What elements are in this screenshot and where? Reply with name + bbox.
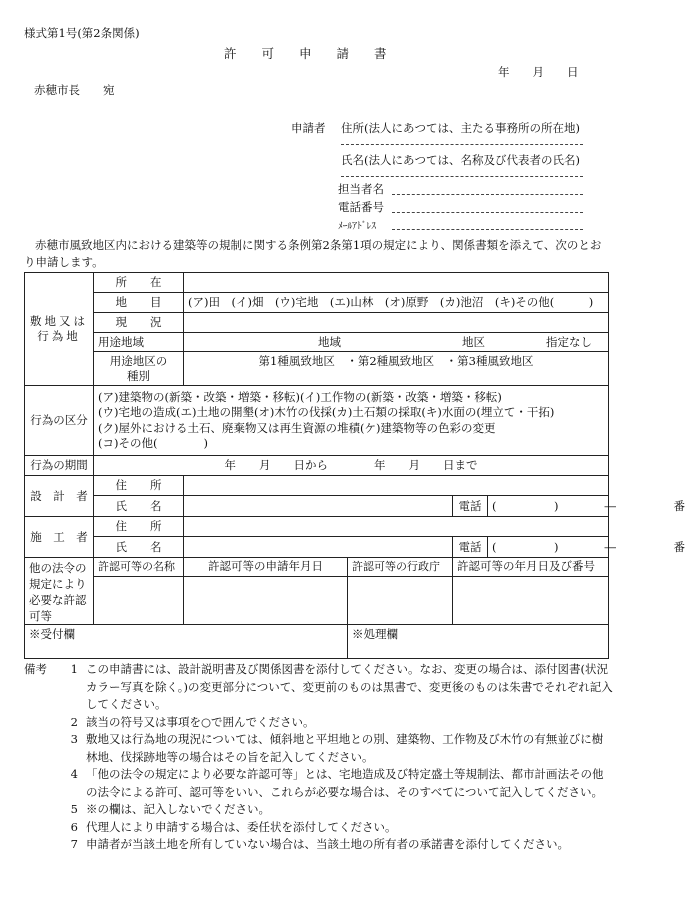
email-field[interactable] (392, 229, 583, 230)
site-label: 敷地又は行為地 (25, 273, 94, 386)
designer-label: 設 計 者 (25, 476, 94, 517)
location-label: 所 在 (94, 273, 184, 293)
use-zone-district: 地区 (462, 334, 485, 349)
designer-phone-label: 電話 (453, 496, 488, 517)
use-zone-label: 用途地域 (94, 333, 184, 352)
note-text: 代理人により申請する場合は、委任状を添付してください。 (86, 819, 397, 834)
note-text: ※の欄は、記入しないでください。 (86, 802, 270, 816)
note-text: 該当の符号又は事項を○で囲んでください。 (86, 714, 315, 729)
act-line-4: (コ)その他( ) (98, 436, 208, 450)
permit-date-number-header: 許認可等の年月日及び番号 (453, 558, 609, 577)
contact-person-label: 担当者名 (338, 182, 384, 196)
phone-number-label: 電話番号 (338, 200, 384, 214)
received-box: ※受付欄 (25, 625, 348, 659)
applicant-address-field[interactable] (341, 144, 583, 145)
designer-address-label: 住 所 (94, 476, 184, 496)
permit-apply-date-header: 許認可等の申請年月日 (184, 558, 348, 577)
applicant-label: 申請者 (291, 121, 326, 135)
contact-person-field[interactable] (392, 194, 583, 195)
intro-text: 赤穂市風致地区内における建築等の規制に関する条例第2条第1項の規定により、関係書類を添えて、次のとおり申請します。 (24, 238, 602, 269)
act-line-3: (ク)屋外における土石、廃棄物又は再生資源の堆積(ケ)建築物等の色彩の変更 (98, 420, 496, 435)
notes-label: 備考 (24, 662, 47, 676)
use-zone-none: 指定なし (546, 334, 592, 349)
phone-number-field[interactable] (392, 212, 583, 213)
note-number: 1 (70, 662, 78, 676)
note-number: 7 (70, 837, 78, 851)
designer-name-field[interactable] (184, 496, 453, 517)
use-zone-area: 地域 (318, 334, 341, 349)
note-number: 2 (70, 714, 78, 729)
note-item (24, 836, 614, 854)
designer-name-label: 氏 名 (94, 496, 184, 517)
permit-date-number-field[interactable] (453, 576, 609, 624)
location-field[interactable] (184, 273, 609, 293)
application-table (24, 272, 685, 659)
use-zone-field[interactable] (184, 333, 609, 352)
note-item (24, 731, 614, 766)
date-field[interactable]: 年 月 日 (498, 65, 579, 79)
scenic-type-label: 用途地区の種別 (94, 352, 184, 386)
builder-address-field[interactable] (184, 517, 609, 537)
processed-box: ※処理欄 (348, 625, 609, 659)
permit-apply-date-field[interactable] (184, 576, 348, 624)
designer-address-field[interactable] (184, 476, 609, 496)
note-number: 6 (70, 819, 78, 834)
permits-label: 他の法令の規定により必要な許認可等 (25, 558, 94, 625)
current-state-field[interactable] (184, 313, 609, 333)
applicant-address-label: 住所(法人にあつては、主たる事務所の所在地) (341, 121, 580, 135)
applicant-name-label: 氏名(法人にあつては、名称及び代表者の氏名) (341, 153, 580, 167)
permit-authority-field[interactable] (348, 576, 453, 624)
applicant-name-field[interactable] (341, 176, 583, 177)
note-item (24, 661, 614, 714)
note-item (24, 801, 614, 819)
note-item (24, 766, 614, 801)
builder-phone-label: 電話 (453, 537, 488, 558)
email-label: ﾒｰﾙｱﾄﾞﾚｽ (338, 221, 377, 232)
act-line-1: (ア)建築物の(新築・改築・増築・移転)(イ)工作物の(新築・改築・増築・移転) (98, 389, 502, 404)
page-title: 許 可 申 請 書 (224, 46, 387, 61)
permit-name-header: 許認可等の名称 (94, 558, 184, 577)
scenic-type-options[interactable]: 第1種風致地区 ・第2種風致地区 ・第3種風致地区 (184, 352, 609, 386)
period-field[interactable]: 年 月 日から 年 月 日まで (94, 456, 609, 476)
builder-phone-field[interactable]: ( ) ― 番 (488, 537, 609, 558)
note-number: 4 (70, 767, 78, 781)
form-number: 様式第1号(第2条関係) (24, 26, 140, 40)
builder-address-label: 住 所 (94, 517, 184, 537)
builder-name-label: 氏 名 (94, 537, 184, 558)
act-type-label: 行為の区分 (25, 386, 94, 456)
act-line-2: (ウ)宅地の造成(エ)土地の開墾(オ)木竹の伐採(カ)土石類の採取(キ)水面の(埋立て・干拓) (98, 405, 555, 419)
builder-label: 施 工 者 (25, 517, 94, 558)
land-type-options[interactable]: (ア)田 (イ)畑 (ウ)宅地 (エ)山林 (オ)原野 (カ)池沼 (キ)その他( ) (184, 293, 609, 313)
permit-authority-header: 許認可等の行政庁 (348, 558, 453, 577)
builder-name-field[interactable] (184, 537, 453, 558)
note-number: 5 (70, 802, 78, 816)
note-text: 申請者が当該土地を所有していない場合は、当該土地の所有者の承諾書を添付してください。 (86, 837, 569, 851)
permit-name-field[interactable] (94, 576, 184, 624)
current-state-label: 現 況 (94, 313, 184, 333)
note-number: 3 (70, 732, 78, 746)
designer-phone-field[interactable]: ( ) ― 番 (488, 496, 609, 517)
note-item (24, 819, 614, 837)
act-type-options[interactable] (94, 386, 609, 456)
period-label: 行為の期間 (25, 456, 94, 476)
addressee: 赤穂市長 宛 (34, 83, 115, 97)
note-item (24, 714, 614, 732)
note-text: この申請書には、設計説明書及び関係図書を添付してください。なお、変更の場合は、添付図書(状況カラー写真を除く。)の変更部分について、変更前のものは黒書で、変更後のものは朱書でそれぞれ記入してください。 (86, 662, 613, 711)
notes-section (24, 661, 614, 854)
note-text: 敷地又は行為地の現況については、傾斜地と平坦地との別、建築物、工作物及び木竹の有無並びに樹林地、伐採跡地等の場合はその旨を記入してください。 (86, 732, 604, 764)
note-text: 「他の法令の規定により必要な許認可等」とは、宅地造成及び特定盛土等規制法、都市計画法その他の法令による許可、認可等をいい、これらが必要な場合は、そのすべてについて記入してください。 (86, 767, 604, 799)
land-type-label: 地 目 (94, 293, 184, 313)
